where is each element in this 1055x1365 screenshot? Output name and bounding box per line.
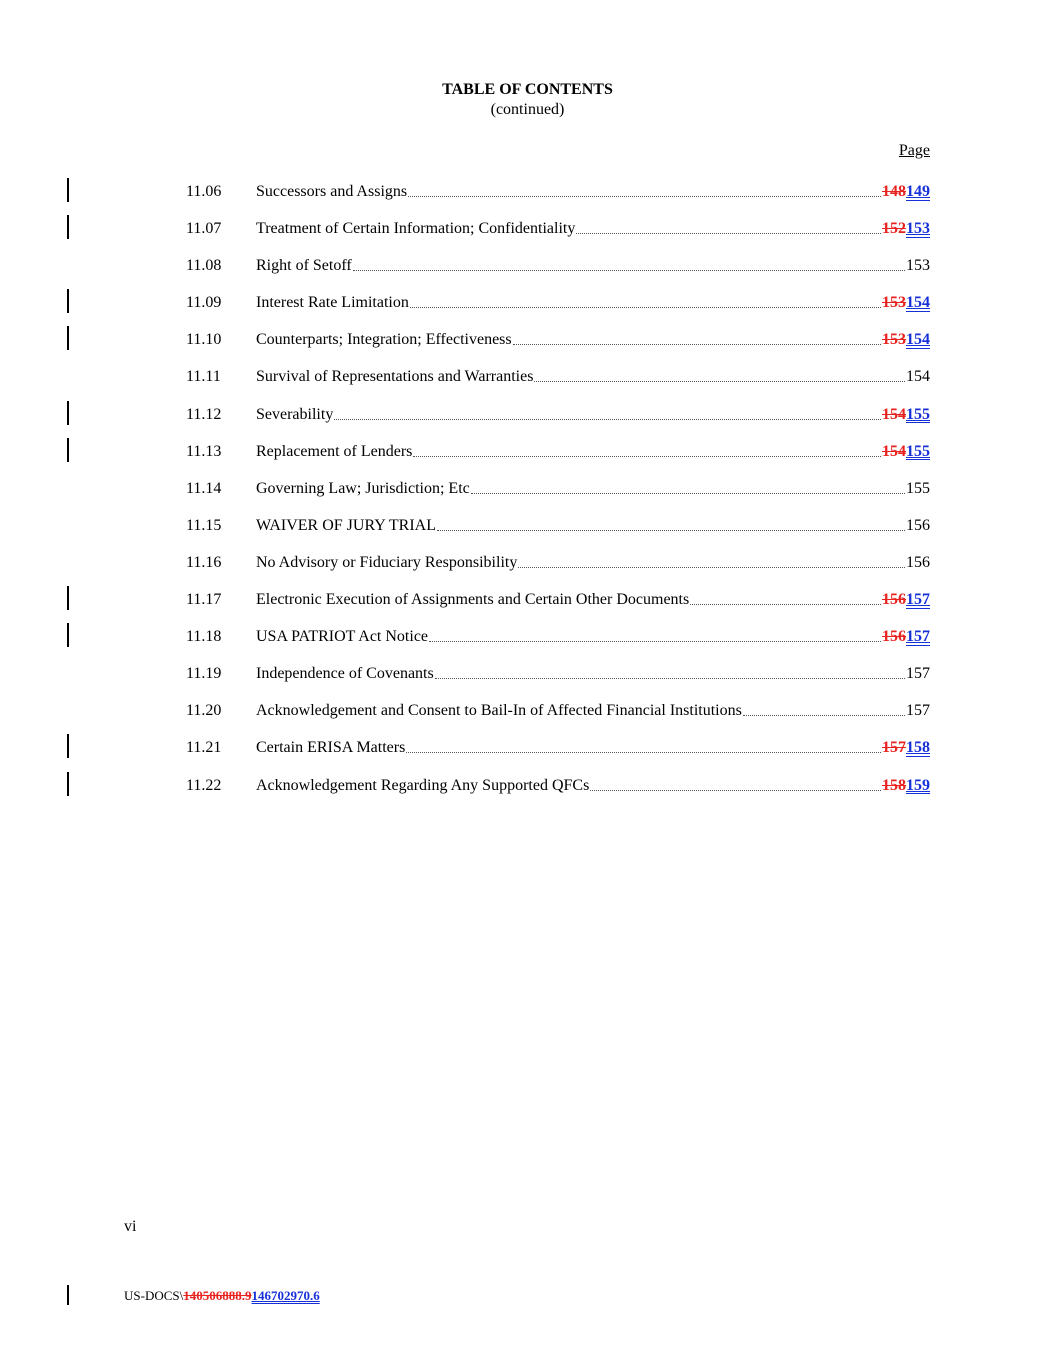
page-ref — [882, 291, 930, 315]
toc-entry[interactable] — [256, 217, 930, 241]
section-number: 11.17 — [186, 591, 222, 609]
change-bar — [67, 623, 69, 647]
toc-entry[interactable] — [256, 551, 930, 575]
section-number: 11.20 — [186, 702, 222, 720]
section-title[interactable]: USA PATRIOT Act Notice — [256, 628, 429, 646]
toc-row — [0, 291, 1055, 328]
page-ref-deleted: 148 — [882, 183, 906, 200]
section-title[interactable]: Severability — [256, 405, 334, 423]
section-title[interactable]: Independence of Covenants — [256, 665, 434, 683]
page-ref-deleted: 158 — [882, 776, 906, 794]
dot-leader — [534, 365, 905, 382]
dot-leader — [743, 699, 905, 716]
section-title[interactable]: Counterparts; Integration; Effectiveness — [256, 331, 512, 349]
toc-row — [0, 699, 1055, 736]
section-title[interactable]: Electronic Execution of Assignments and Certain Other Documents — [256, 591, 690, 609]
document-id-footer — [124, 1287, 320, 1305]
section-title[interactable]: Acknowledgement and Consent to Bail-In of Affected Financial Institutions — [256, 702, 742, 720]
dot-leader — [413, 440, 881, 457]
section-number: 11.15 — [186, 516, 222, 534]
change-bar — [67, 734, 69, 758]
toc-row — [0, 477, 1055, 514]
dot-leader — [576, 217, 881, 234]
page-ref — [882, 625, 930, 649]
page-ref: 154 — [906, 368, 930, 386]
section-number: 11.21 — [186, 739, 222, 757]
toc-row — [0, 328, 1055, 365]
section-number: 11.11 — [186, 368, 221, 386]
section-title[interactable]: Treatment of Certain Information; Confidentiality — [256, 220, 576, 238]
page-column-label: Page — [898, 142, 930, 159]
page-number: vi — [124, 1218, 137, 1235]
page-ref: 156 — [906, 553, 930, 571]
page-ref-deleted: 153 — [882, 331, 906, 349]
dot-leader — [410, 291, 881, 308]
page-ref: 155 — [906, 479, 930, 497]
dot-leader — [437, 514, 905, 531]
page-ref-deleted: 153 — [882, 294, 906, 312]
toc-row — [0, 514, 1055, 551]
toc-entry[interactable] — [256, 588, 930, 612]
toc-row — [0, 774, 1055, 811]
toc-title: TABLE OF CONTENTS — [442, 81, 613, 98]
toc-entry[interactable] — [256, 662, 930, 686]
dot-leader — [353, 254, 905, 271]
toc-subtitle: (continued) — [490, 101, 565, 118]
toc-entry[interactable] — [256, 774, 930, 798]
section-title[interactable]: Replacement of Lenders — [256, 442, 413, 460]
page-ref: 157 — [906, 702, 930, 720]
dot-leader — [334, 403, 881, 420]
page-ref — [882, 403, 930, 427]
toc-row — [0, 217, 1055, 254]
section-number: 11.22 — [186, 776, 222, 794]
toc-row — [0, 403, 1055, 440]
section-number: 11.10 — [186, 331, 222, 349]
section-number: 11.07 — [186, 220, 222, 238]
page-ref: 156 — [906, 516, 930, 534]
toc-entry[interactable] — [256, 477, 930, 501]
toc-row — [0, 254, 1055, 291]
page-ref-inserted[interactable]: 155 — [906, 442, 930, 460]
toc-entry[interactable] — [256, 403, 930, 427]
change-bar — [67, 1285, 69, 1305]
change-bar — [67, 438, 69, 462]
change-bar — [67, 326, 69, 350]
section-title[interactable]: Interest Rate Limitation — [256, 294, 409, 312]
document-id-prefix: US-DOCS\ — [124, 1288, 184, 1303]
section-number: 11.08 — [186, 257, 222, 275]
document-id-deleted: 140506888.9 — [183, 1288, 252, 1303]
page-ref-inserted[interactable]: 154 — [906, 331, 930, 349]
toc-row — [0, 588, 1055, 625]
page-ref-inserted[interactable]: 154 — [906, 294, 930, 312]
page-ref-inserted[interactable]: 159 — [906, 776, 930, 794]
toc-row — [0, 625, 1055, 662]
section-number: 11.16 — [186, 553, 222, 571]
page-ref — [882, 180, 930, 204]
section-number: 11.06 — [186, 183, 222, 200]
section-title[interactable]: WAIVER OF JURY TRIAL — [256, 516, 437, 534]
dot-leader — [690, 588, 881, 605]
section-number: 11.19 — [186, 665, 222, 683]
section-number: 11.18 — [186, 628, 222, 646]
toc-entry[interactable] — [256, 365, 930, 389]
page-ref-deleted: 157 — [882, 739, 906, 757]
page-ref: 153 — [906, 257, 930, 275]
page-ref-inserted[interactable]: 157 — [906, 591, 930, 609]
page-ref-inserted[interactable]: 158 — [906, 739, 930, 757]
toc-entry[interactable] — [256, 625, 930, 649]
change-bar — [67, 772, 69, 796]
section-title[interactable]: No Advisory or Fiduciary Responsibility — [256, 553, 518, 571]
toc-row — [0, 365, 1055, 402]
page-ref — [882, 736, 930, 760]
toc-row — [0, 440, 1055, 477]
document-id-inserted: 146702970.6 — [251, 1288, 320, 1303]
page-ref-deleted: 154 — [882, 405, 906, 423]
toc-entry[interactable] — [256, 254, 930, 278]
page-ref-deleted: 152 — [882, 220, 906, 238]
section-number: 11.14 — [186, 479, 222, 497]
page-ref-deleted: 154 — [882, 442, 906, 460]
dot-leader — [513, 328, 881, 345]
toc-row — [0, 551, 1055, 588]
section-title[interactable]: Governing Law; Jurisdiction; Etc — [256, 479, 470, 497]
dot-leader — [435, 662, 905, 679]
change-bar — [67, 586, 69, 610]
page-ref-inserted[interactable]: 153 — [906, 220, 930, 238]
section-title[interactable]: Survival of Representations and Warranties — [256, 368, 534, 386]
toc-row — [0, 662, 1055, 699]
section-number: 11.12 — [186, 405, 222, 423]
toc-entry[interactable] — [256, 736, 930, 760]
page-ref — [882, 774, 930, 798]
change-bar — [67, 215, 69, 239]
toc-row — [0, 180, 1055, 217]
toc-entry[interactable] — [256, 328, 930, 352]
section-number: 11.13 — [186, 442, 222, 460]
page-ref — [882, 328, 930, 352]
section-title[interactable]: Right of Setoff — [256, 257, 352, 275]
toc-entry[interactable] — [256, 180, 930, 204]
dot-leader — [518, 551, 905, 568]
toc-entry[interactable] — [256, 699, 930, 723]
toc-entry[interactable] — [256, 291, 930, 315]
page-ref-inserted[interactable]: 149 — [906, 183, 930, 200]
page-ref-inserted[interactable]: 157 — [906, 628, 930, 646]
section-title[interactable]: Successors and Assigns — [256, 183, 408, 200]
section-number: 11.09 — [186, 294, 222, 312]
toc-entry[interactable] — [256, 514, 930, 538]
toc-row — [0, 736, 1055, 773]
dot-leader — [408, 180, 881, 197]
page-ref — [882, 588, 930, 612]
change-bar — [67, 401, 69, 425]
page-ref — [882, 440, 930, 464]
dot-leader — [429, 625, 881, 642]
section-title[interactable]: Acknowledgement Regarding Any Supported QFCs — [256, 776, 590, 794]
page-ref-deleted: 156 — [882, 628, 906, 646]
toc-list — [0, 180, 1055, 811]
change-bar — [67, 178, 69, 202]
dot-leader — [406, 736, 881, 753]
dot-leader — [590, 774, 881, 791]
dot-leader — [471, 477, 905, 494]
page-ref-deleted: 156 — [882, 591, 906, 609]
page-ref: 157 — [906, 665, 930, 683]
section-title[interactable]: Certain ERISA Matters — [256, 739, 406, 757]
page-ref-inserted[interactable]: 155 — [906, 405, 930, 423]
toc-entry[interactable] — [256, 440, 930, 464]
page-ref — [882, 217, 930, 241]
change-bar — [67, 289, 69, 313]
